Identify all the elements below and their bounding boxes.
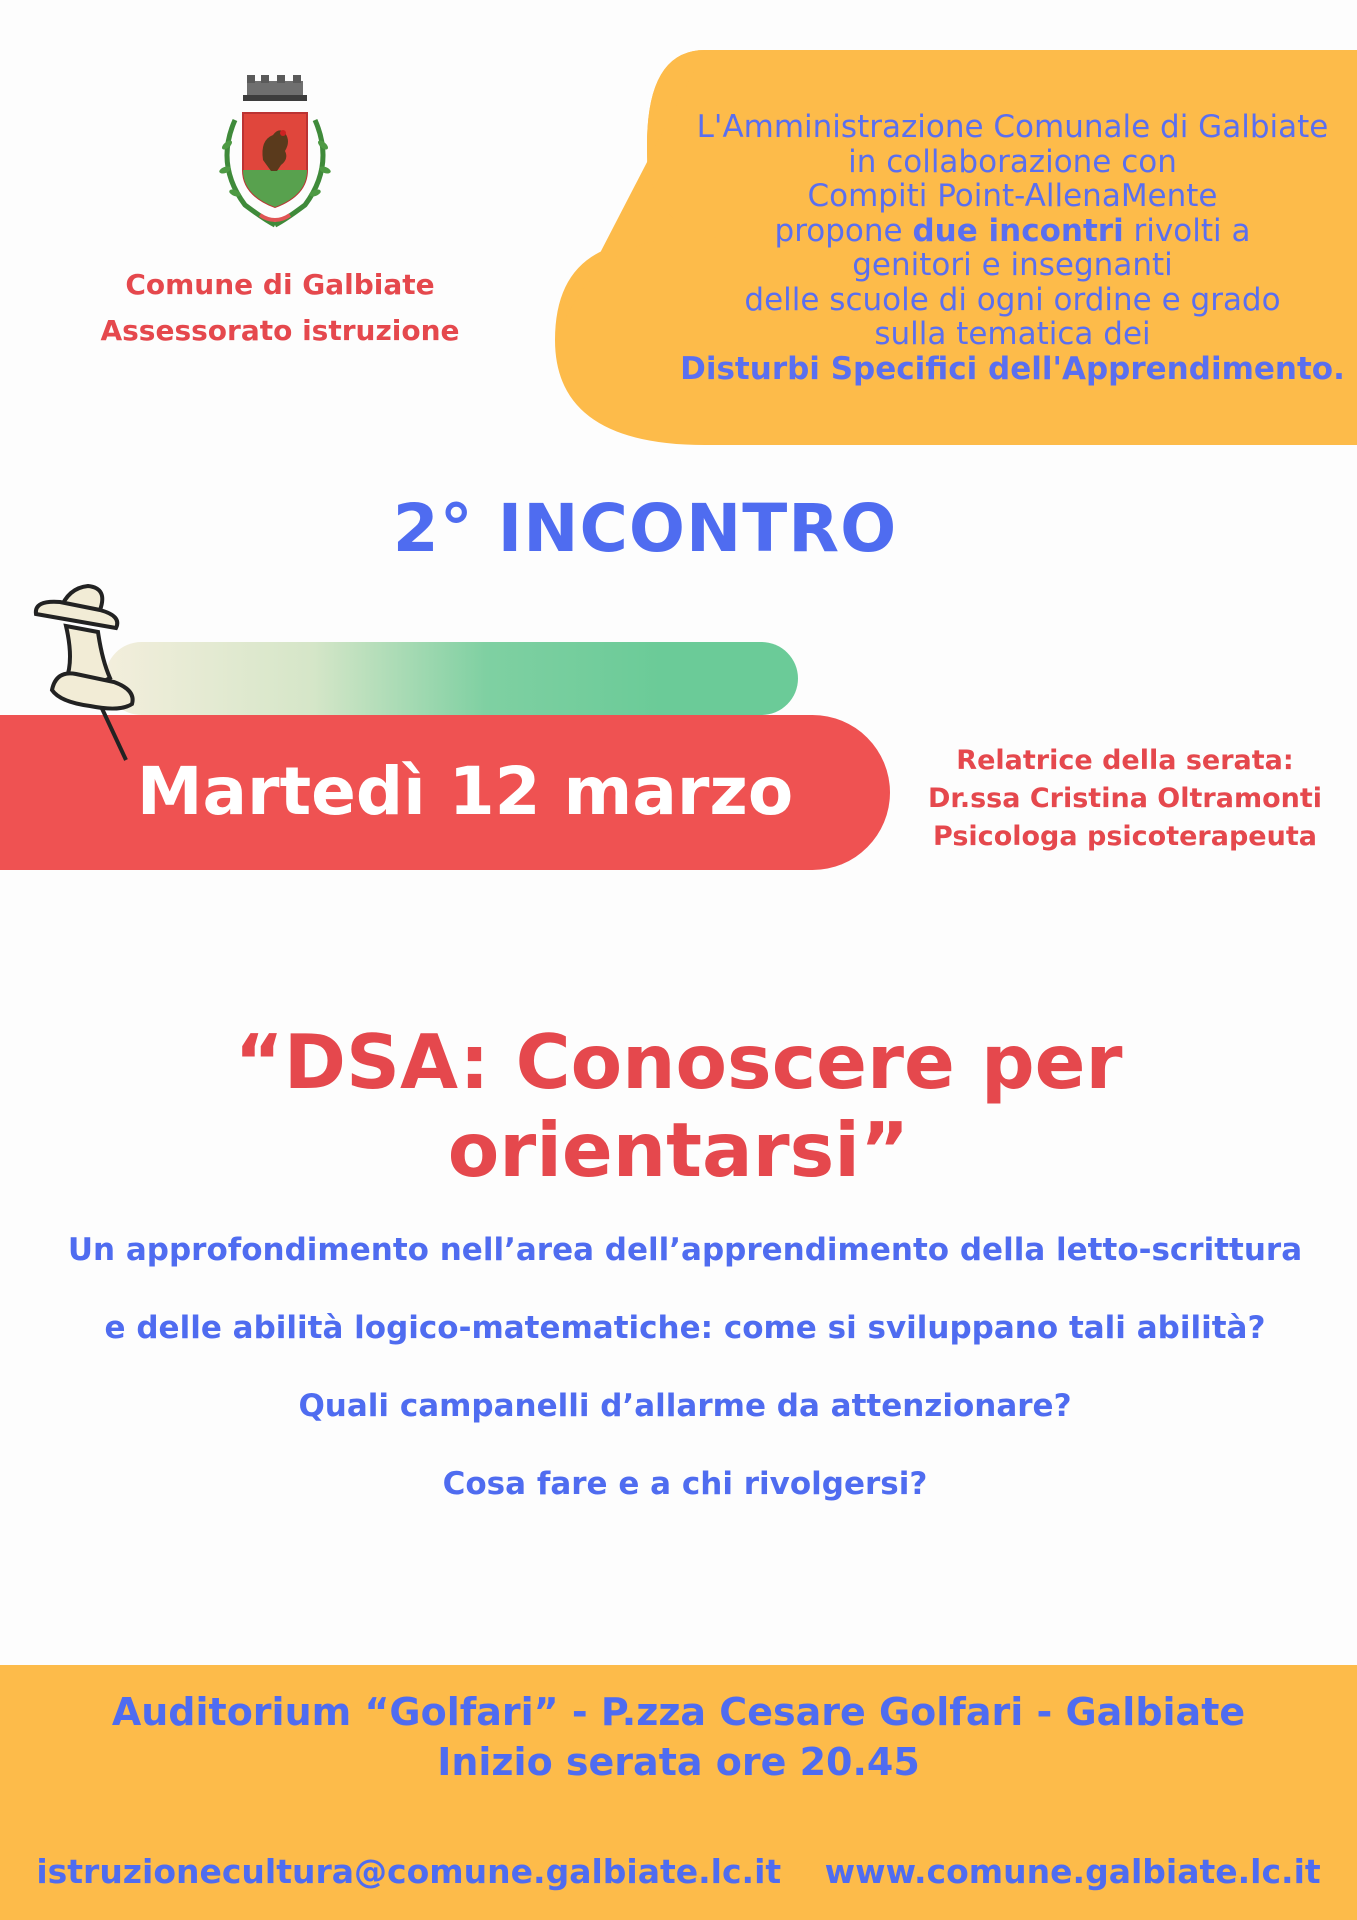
- intro-line: Compiti Point-AllenaMente: [807, 178, 1218, 214]
- meeting-heading: 2° INCONTRO: [392, 490, 898, 567]
- intro-line: delle scuole di ogni ordine e grado: [744, 281, 1281, 318]
- intro-line: propone due incontri rivolti a: [774, 212, 1251, 249]
- description-line: e delle abilità logico-matematiche: come si sviluppano tali abilità?: [104, 1310, 1266, 1346]
- speaker-name: Dr.ssa Cristina Oltramonti: [927, 783, 1323, 814]
- website-link[interactable]: www.comune.galbiate.lc.it: [824, 1852, 1321, 1891]
- venue: Auditorium “Golfari” - P.zza Cesare Golfari - Galbiate: [111, 1690, 1246, 1734]
- intro-line: genitori e insegnanti: [852, 247, 1173, 283]
- push-pin-icon: [30, 580, 140, 765]
- speaker-label: Relatrice della serata:: [956, 745, 1294, 776]
- event-title: “DSA: Conoscere per orientarsi”: [234, 1018, 1123, 1194]
- intro-line: L'Amministrazione Comunale di Galbiate: [696, 109, 1329, 145]
- coat-of-arms-icon: [205, 75, 345, 235]
- event-date: Martedì 12 marzo: [136, 753, 794, 830]
- municipality-name: Comune di Galbiate: [125, 268, 435, 301]
- intro-line: sulla tematica dei: [874, 316, 1151, 352]
- speaker-role: Psicologa psicoterapeuta: [933, 821, 1317, 852]
- department-name: Assessorato istruzione: [100, 314, 460, 347]
- contacts: [0, 1852, 1357, 1891]
- description-line: Un approfondimento nell’area dell’apprendimento della letto-scrittura: [67, 1232, 1303, 1268]
- intro-text: [640, 110, 1357, 386]
- start-time: Inizio serata ore 20.45: [437, 1740, 920, 1784]
- decorative-bar: [105, 642, 798, 715]
- description-line: Quali campanelli d’allarme da attenzionare?: [298, 1388, 1072, 1424]
- intro-highlight: due incontri: [912, 212, 1124, 249]
- description-line: Cosa fare e a chi rivolgersi?: [442, 1466, 928, 1502]
- email-link[interactable]: istruzionecultura@comune.galbiate.lc.it: [36, 1852, 782, 1891]
- speaker-block: [900, 742, 1350, 856]
- intro-line: in collaborazione con: [848, 143, 1177, 180]
- intro-topic: Disturbi Specifici dell'Apprendimento.: [680, 350, 1345, 387]
